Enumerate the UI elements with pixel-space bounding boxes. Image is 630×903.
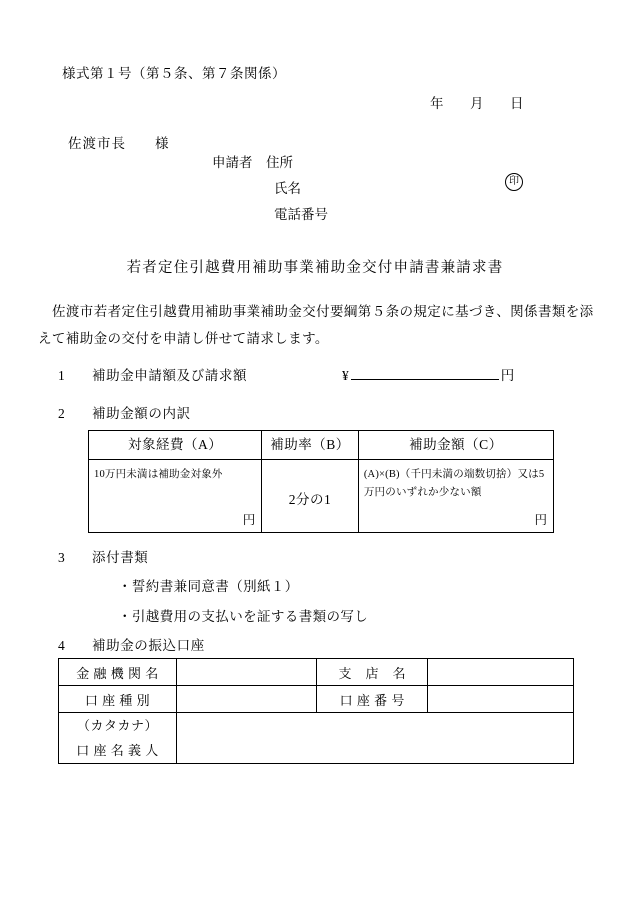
- subsidy-note: (A)×(B)（千円未満の端数切捨）又は5万円のいずれか少ない額: [363, 469, 545, 498]
- seal-icon: 印: [505, 173, 523, 191]
- section-4-label: 補助金の振込口座: [92, 638, 205, 653]
- expense-note: 10万円未満は補助金対象外: [94, 469, 223, 480]
- table-row: [59, 713, 574, 764]
- label-account-holder: [59, 713, 177, 764]
- cell-expense[interactable]: [89, 460, 262, 533]
- applicant-name-row: [212, 176, 328, 202]
- label-account-type: 口 座 種 別: [59, 686, 177, 713]
- subsidy-unit: 円: [534, 513, 547, 527]
- section-3-label: 添付書類: [92, 550, 149, 565]
- date-day: 日: [510, 96, 524, 111]
- date-line: [430, 92, 524, 112]
- table-row: [59, 659, 574, 686]
- column-header-expense: 対象経費（A）: [89, 431, 262, 460]
- applicant-phone-label: 電話番号: [274, 207, 328, 222]
- form-number: 様式第１号（第５条、第７条関係）: [62, 66, 286, 81]
- applicant-phone-row: [212, 202, 328, 228]
- label-branch-name: 支 店 名: [317, 659, 428, 686]
- section-4-number: 4: [58, 638, 66, 653]
- applicant-address-row: [212, 150, 328, 176]
- date-month: 月: [470, 96, 484, 111]
- cell-rate: [262, 460, 359, 533]
- section-3-number: 3: [58, 550, 66, 565]
- date-year: 年: [430, 96, 444, 111]
- label-bank-name: 金 融 機 関 名: [59, 659, 177, 686]
- input-account-type[interactable]: [177, 686, 317, 713]
- section-1-number: 1: [58, 368, 66, 383]
- section-1-label: 補助金申請額及び請求額: [92, 368, 248, 383]
- section-3: [58, 546, 148, 566]
- addressee: 佐渡市長 様: [68, 136, 170, 151]
- label-account-holder-name: 口 座 名 義 人: [76, 743, 159, 758]
- bank-account-table: [58, 658, 574, 764]
- applicant-address-label: 住所: [266, 155, 293, 170]
- amount-unit: 円: [500, 368, 515, 383]
- amount-input-rule[interactable]: [351, 364, 499, 380]
- applicant-label: 申請者: [212, 155, 253, 170]
- expense-unit: 円: [242, 513, 256, 527]
- breakdown-table: [88, 430, 554, 533]
- section-2-label: 補助金額の内訳: [92, 406, 191, 421]
- currency-symbol: ¥: [342, 368, 349, 383]
- intro-paragraph: 佐渡市若者定住引越費用補助事業補助金交付要綱第５条の規定に基づき、関係書類を添えて補助金の交付を申請し併せて請求します。: [38, 304, 594, 346]
- section-1: [58, 364, 247, 384]
- table-header-row: [89, 431, 554, 460]
- column-header-amount: 補助金額（C）: [358, 431, 553, 460]
- list-item: ・引越費用の支払いを証する書類の写し: [118, 609, 369, 624]
- section-2: [58, 402, 191, 422]
- column-header-rate: 補助率（B）: [262, 431, 359, 460]
- cell-subsidy-amount[interactable]: [358, 460, 553, 533]
- rate-value: 2分の1: [288, 492, 332, 507]
- input-account-number[interactable]: [428, 686, 574, 713]
- input-branch-name[interactable]: [428, 659, 574, 686]
- attachment-list: [118, 572, 368, 632]
- input-bank-name[interactable]: [177, 659, 317, 686]
- applicant-name-label: 氏名: [274, 181, 301, 196]
- label-account-number: 口 座 番 号: [317, 686, 428, 713]
- section-4: [58, 634, 205, 654]
- label-account-holder-kana: （カタカナ）: [77, 718, 159, 733]
- input-account-holder[interactable]: [177, 713, 574, 764]
- table-row: [89, 460, 554, 533]
- page-title: 若者定住引越費用補助事業補助金交付申請書兼請求書: [126, 260, 504, 276]
- list-item: ・誓約書兼同意書（別紙１）: [118, 579, 299, 594]
- table-row: [59, 686, 574, 713]
- requested-amount-field[interactable]: [342, 364, 514, 384]
- section-2-number: 2: [58, 406, 66, 421]
- applicant-block: [212, 150, 328, 228]
